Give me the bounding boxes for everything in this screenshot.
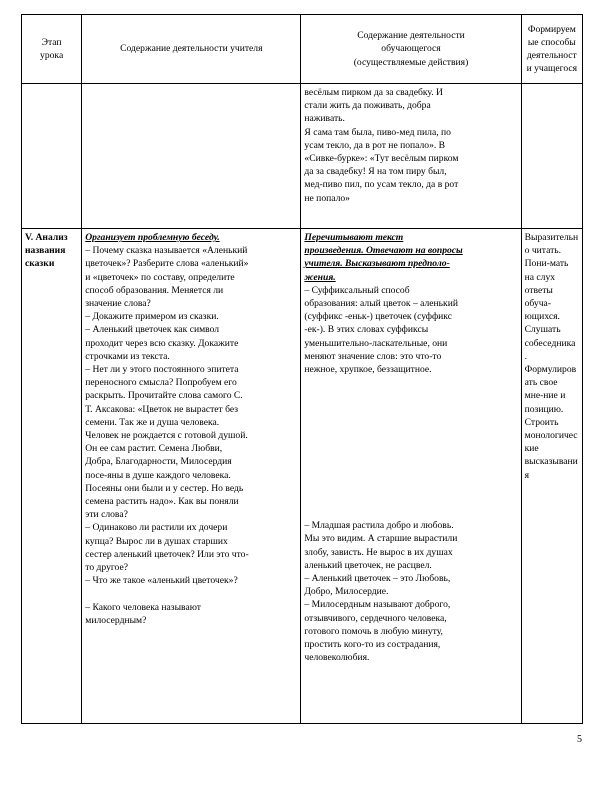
teacher-line: и «цветочек» по составу, определите — [85, 271, 235, 283]
teacher-line: Добра, Благодарности, Милосердия — [85, 456, 232, 468]
student-line: – Суффиксальный способ — [304, 284, 410, 296]
cont-student-line: да за свадебку! Я на том пиру был, — [304, 166, 447, 178]
student-line: простить кого-то из сострадания, — [304, 639, 441, 651]
skills-line: собеседника — [524, 337, 576, 349]
skills-line: Формулиров — [524, 364, 577, 376]
teacher-line: – Аленький цветочек как символ — [85, 324, 220, 336]
table-header-row — [22, 15, 583, 84]
header-teacher-line: Содержание деятельности учителя — [120, 43, 263, 55]
student-line: – Младшая растила добро и любовь. — [304, 520, 454, 532]
teacher-line: – Одинаково ли растили их дочери — [85, 522, 228, 534]
skills-line: Слушать — [524, 324, 561, 336]
student-line: – Милосердным называют доброго, — [304, 599, 451, 611]
student-line: Добро, Милосердие. — [304, 586, 389, 598]
student-intro-line: учителя. Высказывают предполо- — [304, 258, 450, 270]
student-line: человеколюбия. — [304, 652, 370, 664]
header-skills-line: и учащегося — [526, 63, 578, 75]
header-skills-line: ые способы — [527, 36, 576, 48]
student-cell — [301, 229, 521, 724]
teacher-line: – Нет ли у этого постоянного эпитета — [85, 364, 239, 376]
student-line: злобу, зависть. Не вырос в их душах — [304, 546, 453, 558]
skills-line: на слух — [524, 271, 556, 283]
skills-line: кие — [524, 443, 539, 455]
teacher-intro: Организует проблемную беседу. — [85, 232, 220, 243]
table-row-analysis — [22, 229, 583, 724]
teacher-line: то другое? — [85, 562, 128, 574]
cont-student-line: стали жить да поживать, добра — [304, 100, 431, 112]
teacher-text — [85, 244, 297, 627]
skills-line: . — [524, 350, 528, 362]
teacher-line: семени. Так же и душа человека. — [85, 416, 220, 428]
student-intro-line: жения. — [304, 271, 336, 283]
skills-line: обуча- — [524, 298, 552, 310]
cont-student-line: «Сивке-бурке»: «Тут весёлым пирком — [304, 153, 459, 165]
teacher-line: – Какого человека называют — [85, 601, 201, 613]
header-teacher — [82, 15, 301, 84]
teacher-cell — [82, 229, 301, 724]
cont-student-cell — [301, 84, 521, 229]
skills-line: Выразительн — [524, 232, 579, 243]
student-gap — [304, 376, 517, 519]
student-answer-suffix — [304, 284, 517, 376]
skills-line: ющихся. — [524, 311, 560, 323]
header-stage-line: урока — [40, 50, 64, 61]
table-row-continuation — [22, 84, 583, 229]
skills-line: ать свое — [524, 377, 558, 389]
skills-line: я — [524, 469, 530, 481]
header-student-line: Содержание деятельности — [357, 30, 465, 42]
student-line: готового помочь в любую минуту, — [304, 625, 443, 637]
header-student-line: обучающегося — [381, 43, 441, 55]
header-skills-line: деятельност — [526, 50, 577, 61]
header-stage — [22, 15, 82, 84]
skills-line: позицию. — [524, 403, 564, 415]
skills-line: о читать. — [524, 245, 562, 257]
cont-student-text — [304, 86, 517, 205]
stage-line: сказки — [25, 258, 55, 270]
student-intro — [304, 231, 517, 284]
teacher-line: переносного смысла? Попробуем его — [85, 377, 237, 389]
teacher-line: проходит через всю сказку. Докажите — [85, 337, 239, 349]
student-line: аленький цветочек, не расцвел. — [304, 559, 432, 571]
cont-skills-cell — [521, 84, 582, 229]
skills-line: Пони-мать — [524, 258, 569, 270]
cont-student-line: наживать. — [304, 113, 345, 125]
skills-cell — [521, 229, 582, 724]
cont-student-line: Я сама там была, пиво-мед пила, по — [304, 126, 451, 138]
cont-stage-cell — [22, 84, 82, 229]
teacher-line: Человек не рождается с готовой душой. — [85, 430, 248, 442]
teacher-line: цветочек»? Разберите слова «аленький» — [85, 258, 249, 270]
student-line: – Аленький цветочек – это Любовь, — [304, 573, 451, 585]
cont-student-line: усам текло, да в рот не попало». В — [304, 139, 446, 151]
student-line: Мы это видим. А старшие вырастили — [304, 533, 458, 545]
page-number: 5 — [577, 734, 582, 745]
header-student — [301, 15, 521, 84]
teacher-line: – Докажите примером из сказки. — [85, 311, 219, 323]
stage-title — [25, 231, 78, 271]
student-line: -ек-). В этих словах суффиксы — [304, 324, 429, 336]
student-line: образования: алый цветок – аленький — [304, 298, 458, 310]
teacher-line: милосердным? — [85, 614, 147, 626]
student-line: уменьшительно-ласкательные, они — [304, 337, 448, 349]
cont-student-line: мед-пиво пил, по усам текло, да в рот — [304, 179, 459, 191]
teacher-line: – Что же такое «аленький цветочек»? — [85, 575, 238, 587]
stage-cell — [22, 229, 82, 724]
skills-line: монологичес — [524, 430, 578, 442]
teacher-line: посе-яны в душе каждого человека. — [85, 469, 231, 481]
student-line: меняют значение слов: это что-то — [304, 350, 442, 362]
skills-line: ответы — [524, 284, 553, 296]
header-stage-line: Этап — [41, 36, 62, 48]
teacher-line: Т. Аксакова: «Цветок не вырастет без — [85, 403, 239, 415]
header-skills-line: Формируем — [527, 23, 576, 35]
teacher-line: сестер аленький цветочек? Или это что- — [85, 548, 249, 560]
skills-line: мне-ние и — [524, 390, 566, 402]
student-answer-flower — [304, 519, 517, 664]
student-intro-line: произведения. Отвечают на вопросы — [304, 245, 463, 257]
stage-line: V. Анализ — [25, 232, 68, 243]
teacher-line: значение слова? — [85, 298, 151, 310]
teacher-line: семена растить надо». Как вы поняли — [85, 496, 239, 508]
student-line: (суффикс -еньк-) цветочек (суффикс — [304, 311, 452, 323]
cont-student-line: не попало» — [304, 192, 350, 204]
stage-line: названия — [25, 245, 66, 257]
cont-teacher-cell — [82, 84, 301, 229]
teacher-line: купца? Вырос ли в душах старших — [85, 535, 228, 547]
lesson-plan-table — [21, 14, 583, 724]
teacher-line: строчками из текста. — [85, 350, 170, 362]
student-line: нежное, хрупкое, беззащитное. — [304, 364, 432, 376]
skills-text — [525, 231, 579, 482]
teacher-line: – Почему сказка называется «Аленький — [85, 245, 248, 257]
teacher-line: Посеяны они были и у сестер. Но ведь — [85, 482, 244, 494]
header-student-line: (осуществляемые действия) — [353, 56, 469, 68]
skills-line: высказывани — [524, 456, 578, 468]
teacher-line: раскрыть. Прочитайте слова самого С. — [85, 390, 243, 402]
header-skills — [521, 15, 582, 84]
teacher-line — [85, 587, 297, 600]
cont-student-line: весёлым пирком да за свадебку. И — [304, 87, 443, 98]
student-line: отзывчивого, сердечного человека, — [304, 612, 447, 624]
teacher-line: Он ее сам растит. Семена Любви, — [85, 443, 223, 455]
teacher-line: способ образования. Меняется ли — [85, 284, 224, 296]
teacher-line: эти слова? — [85, 509, 128, 521]
skills-line: Строить — [524, 416, 559, 428]
student-intro-line: Перечитывают текст — [304, 232, 404, 243]
